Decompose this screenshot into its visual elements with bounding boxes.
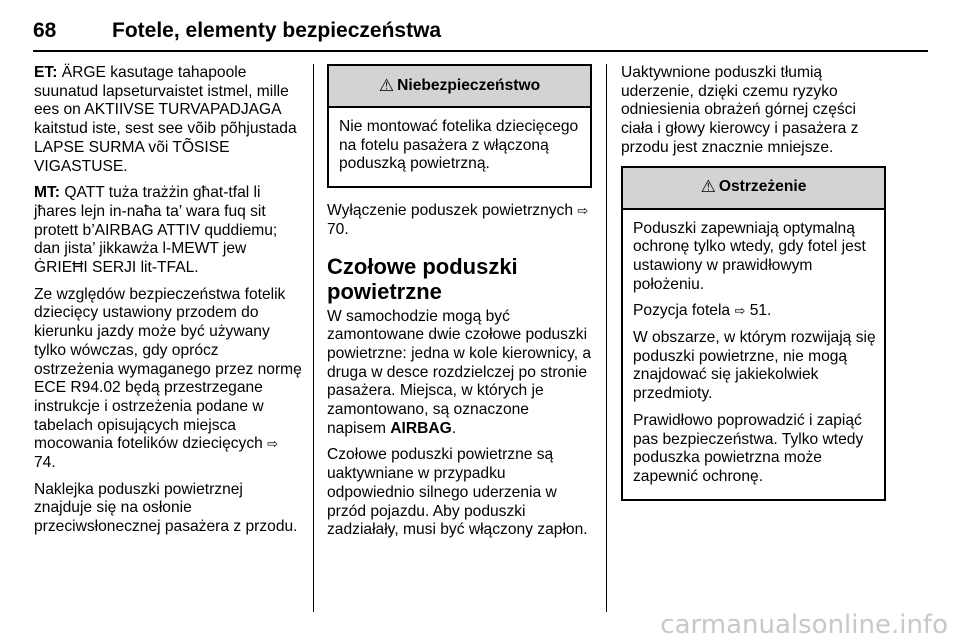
page-ref-icon: ⇨	[267, 436, 279, 452]
section-heading: Czołowe poduszki powietrzne	[327, 253, 518, 304]
page-ref-link[interactable]: 70.	[327, 220, 349, 238]
column-1	[34, 64, 302, 545]
danger-box	[327, 64, 592, 188]
warning-triangle-icon: ⚠	[378, 75, 395, 95]
deactivation-paragraph	[327, 202, 592, 239]
danger-box-header	[329, 66, 590, 108]
estonian-warning	[34, 64, 302, 176]
page-ref-icon: ⇨	[734, 303, 746, 319]
warning-box-body	[623, 210, 884, 499]
et-text: ÄRGE kasutage tahapoole suunatud lapseturvaistet istmel, mille ees on AKTIIVSE TURVAPADJAGA kaitstud iste, sest see võib põhjustada LAPSE SURMA või TÕSISE VIGASTUSE.	[34, 64, 297, 175]
page-number: 68	[33, 19, 57, 42]
watermark: carmanualsonline.info	[660, 610, 948, 640]
danger-text: Nie montować fotelika dziecięcego na fotelu pasażera z włączoną poduszką powietrzną.	[339, 118, 579, 173]
column-3	[621, 64, 886, 515]
warning-text-1: Poduszki zapewniają optymalną ochronę tylko wtedy, gdy fotel jest ustawiony w prawidłowym położeniu.	[633, 219, 866, 293]
airbag-label: AIRBAG	[390, 419, 452, 437]
column-divider	[313, 64, 314, 612]
airbag-intro-paragraph	[327, 308, 592, 439]
page-header	[33, 6, 928, 52]
airbag-effect-paragraph: Uaktywnione poduszki tłumią uderzenie, dzięki czemu ryzyko odniesienia obrażeń górnej części ciała i głowy kierowcy i pasażera z przodu jest znacznie mniejsze.	[621, 64, 859, 156]
mt-label: MT:	[34, 184, 60, 202]
safety-paragraph	[34, 286, 302, 473]
page-ref-link[interactable]: 74.	[34, 454, 56, 472]
seat-position-text: Pozycja fotela	[633, 302, 731, 320]
airbag-activation-paragraph: Czołowe poduszki powietrzne są uaktywniane w przypadku odpowiednio silnego uderzenia w przód pojazdu. Aby poduszki zadziałały, musi być włączony zapłon.	[327, 446, 588, 539]
page-ref-icon: ⇨	[577, 203, 589, 219]
sticker-paragraph: Naklejka poduszki powietrznej znajduje się na osłonie przeciwsłonecznej pasażera z przodu.	[34, 480, 298, 536]
et-label: ET:	[34, 64, 58, 81]
column-divider	[606, 64, 607, 612]
warning-box	[621, 166, 886, 501]
maltese-warning	[34, 184, 302, 278]
airbag-intro-text: W samochodzie mogą być zamontowane dwie czołowe poduszki powietrzne: jedna w kole kierownicy, a druga w desce rozdzielczej po stronie pasażera. Miejsca, w których je zamontowano, są oznaczone napisem	[327, 307, 592, 437]
danger-title: Niebezpieczeństwo	[397, 76, 541, 94]
page-ref-link[interactable]: 51.	[749, 302, 772, 320]
mt-text: QATT tuża trażżin għat-tfal li jħares lejn in-naħa ta’ wara fuq sit protett b’AIRBAG ATTIV quddiemu; dan jista’ jikkawża l-MEWT jew ĠRIEĦI SERJI lit-TFAL.	[34, 184, 278, 277]
warning-title: Ostrzeżenie	[718, 178, 807, 196]
warning-text-3: W obszarze, w którym rozwijają się poduszki powietrzne, nie mogą znajdować się jakiekolwiek przedmioty.	[633, 329, 876, 403]
safety-text: Ze względów bezpieczeństwa fotelik dziecięcy ustawiony przodem do kierunku jazdy może być używany tylko wówczas, gdy oprócz ostrzeżenia wymaganego przez normę ECE R94.02 będą przestrzegane instrukcje i ostrzeżenia podane w tabelach opisujących miejsca mocowania fotelików dziecięcych	[34, 285, 302, 453]
page-title: Fotele, elementy bezpieczeństwa	[112, 19, 442, 42]
warning-box-header	[623, 168, 884, 210]
column-2	[327, 64, 592, 548]
warning-text-4: Prawidłowo poprowadzić i zapiąć pas bezpieczeństwa. Tylko wtedy poduszka powietrzna może zapewnić ochronę.	[633, 411, 864, 485]
danger-box-body	[329, 108, 590, 186]
seat-position-paragraph	[633, 302, 876, 321]
sentence-end: .	[451, 419, 457, 437]
warning-triangle-icon: ⚠	[700, 177, 716, 197]
deactivation-text: Wyłączenie poduszek powietrznych	[327, 202, 574, 220]
